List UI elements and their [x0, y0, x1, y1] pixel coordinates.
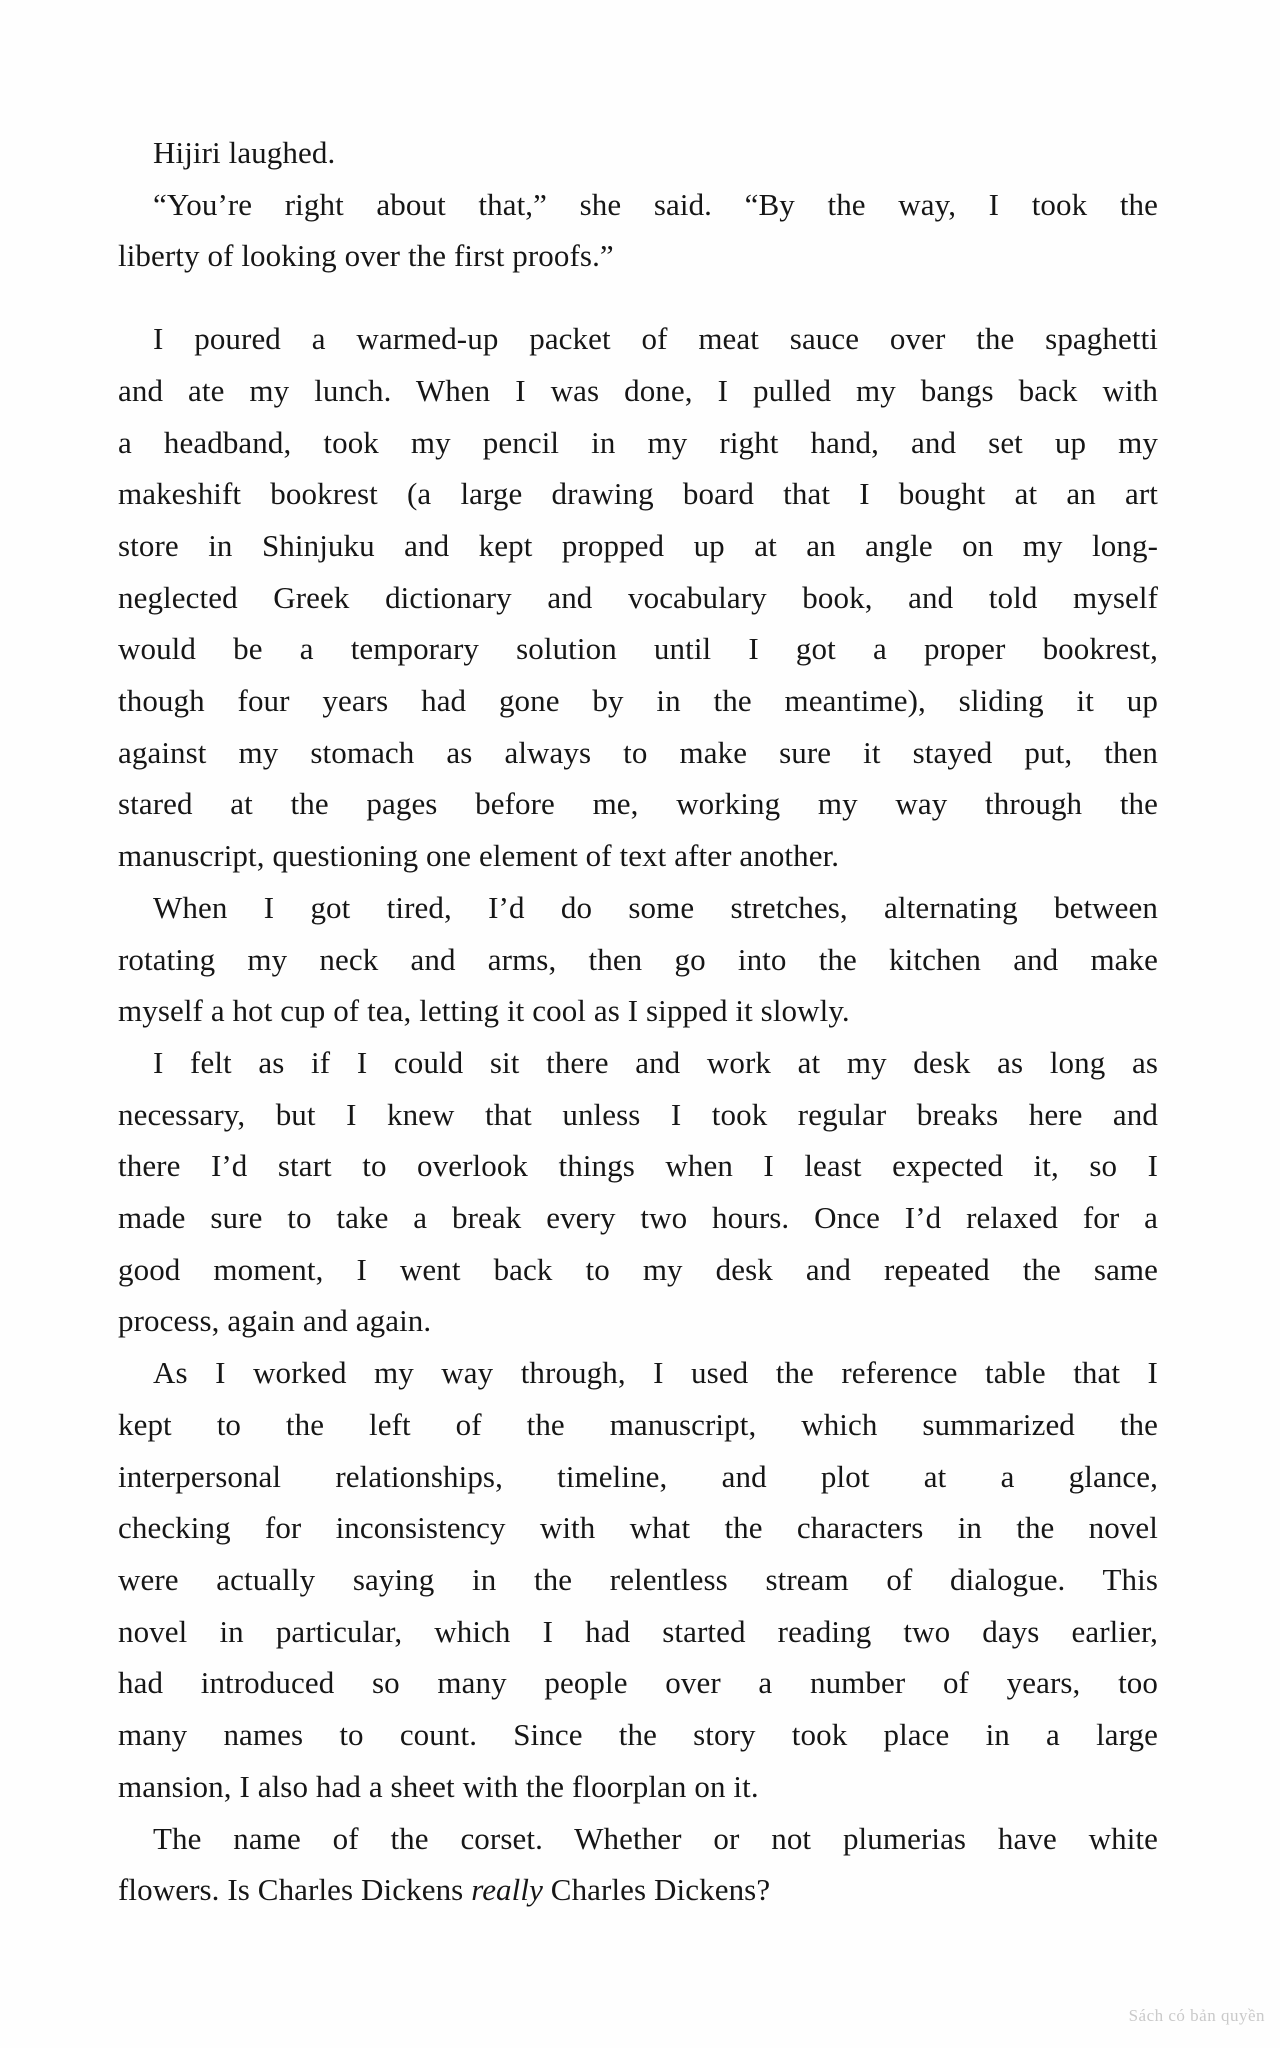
- text-line: makeshift bookrest (a large drawing board that I bought at an art: [118, 476, 1158, 512]
- text-line: myself a hot cup of tea, letting it cool as I sipped it slowly.: [118, 993, 850, 1029]
- paragraph: [118, 1813, 1158, 1916]
- text-line: process, again and again.: [118, 1303, 432, 1339]
- text-line: made sure to take a break every two hours. Once I’d relaxed for a: [118, 1200, 1158, 1236]
- text-line: stared at the pages before me, working my way through the: [118, 786, 1158, 822]
- text-line: “You’re right about that,” she said. “By the way, I took the: [153, 186, 1158, 222]
- text-line: necessary, but I knew that unless I took regular breaks here and: [118, 1096, 1158, 1132]
- text-line: and ate my lunch. When I was done, I pulled my bangs back with: [118, 372, 1158, 408]
- text-line: a headband, took my pencil in my right hand, and set up my: [118, 424, 1158, 460]
- text-line: there I’d start to overlook things when I least expected it, so I: [118, 1148, 1158, 1184]
- text-line: kept to the left of the manuscript, which summarized the: [118, 1406, 1158, 1442]
- text-line: When I got tired, I’d do some stretches, alternating between: [153, 889, 1158, 925]
- text-line: novel in particular, which I had started reading two days earlier,: [118, 1613, 1158, 1649]
- text-line: manuscript, questioning one element of text after another.: [118, 838, 840, 874]
- paragraph: [118, 313, 1158, 882]
- text-line: mansion, I also had a sheet with the floorplan on it.: [118, 1768, 759, 1804]
- paragraph: [118, 1347, 1158, 1812]
- text-line: rotating my neck and arms, then go into the kitchen and make: [118, 941, 1158, 977]
- text-line: As I worked my way through, I used the reference table that I: [153, 1355, 1158, 1391]
- text-line: would be a temporary solution until I got a proper bookrest,: [118, 631, 1158, 667]
- text-line: were actually saying in the relentless stream of dialogue. This: [118, 1561, 1158, 1597]
- copyright-watermark: Sách có bản quyền: [1128, 2006, 1265, 2025]
- paragraph: [118, 179, 1158, 282]
- paragraph: [118, 882, 1158, 1037]
- text-line: checking for inconsistency with what the characters in the novel: [118, 1510, 1158, 1546]
- text-line: though four years had gone by in the meantime), sliding it up: [118, 683, 1158, 719]
- text-line: neglected Greek dictionary and vocabulary book, and told myself: [118, 579, 1158, 615]
- text-line: had introduced so many people over a number of years, too: [118, 1665, 1158, 1701]
- text-line: The name of the corset. Whether or not plumerias have white: [153, 1820, 1158, 1856]
- text-line: many names to count. Since the story took place in a large: [118, 1717, 1158, 1753]
- text-line: against my stomach as always to make sure it stayed put, then: [118, 734, 1158, 770]
- text-line: interpersonal relationships, timeline, and plot at a glance,: [118, 1458, 1158, 1494]
- text-line: store in Shinjuku and kept propped up at an angle on my long-: [118, 527, 1158, 563]
- text-line: Hijiri laughed.: [153, 135, 336, 170]
- text-line: liberty of looking over the first proofs.”: [118, 238, 614, 274]
- text-line: I felt as if I could sit there and work at my desk as long as: [153, 1044, 1158, 1080]
- text-line: flowers. Is Charles Dickens really Charles Dickens?: [118, 1872, 771, 1908]
- page-text: [118, 127, 1158, 1916]
- text-line: I poured a warmed-up packet of meat sauce over the spaghetti: [153, 321, 1158, 357]
- paragraph: [118, 1037, 1158, 1347]
- text-line: good moment, I went back to my desk and repeated the same: [118, 1251, 1158, 1287]
- paragraph: [118, 127, 1158, 179]
